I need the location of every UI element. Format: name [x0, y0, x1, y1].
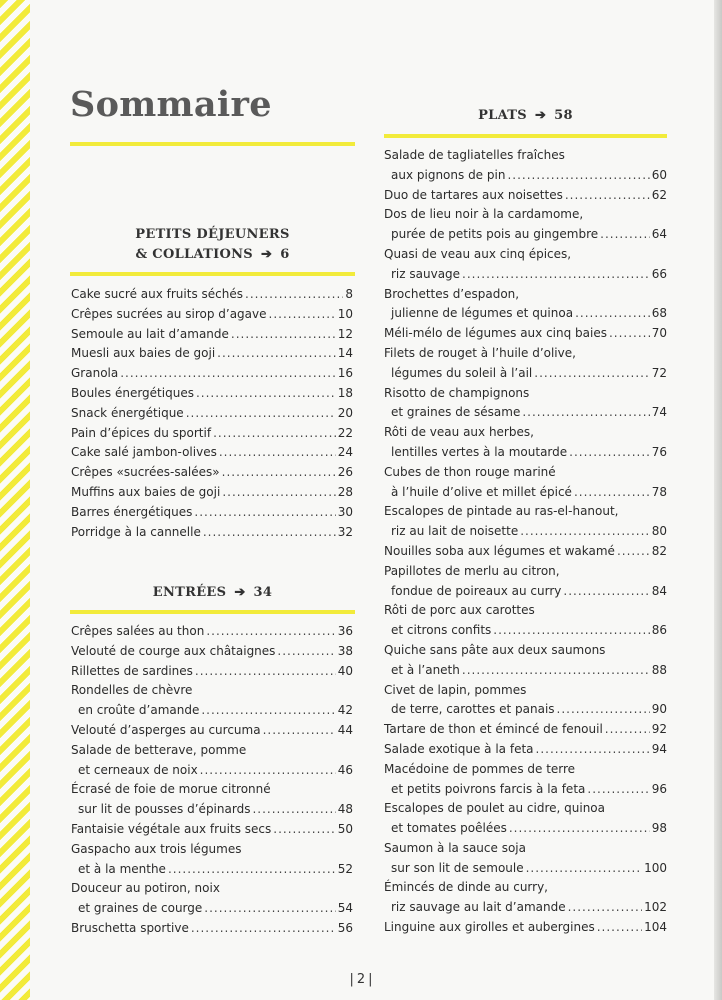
toc-entry-title-continued: à l’huile d’olive et millet épicé [391, 484, 572, 499]
toc-entry-page: 82 [651, 543, 667, 558]
toc-entry-title-continued: légumes du soleil à l’ail [391, 365, 533, 380]
toc-entry-page: 80 [651, 524, 667, 539]
dot-leader [186, 404, 336, 424]
toc-entry-page: 66 [651, 266, 667, 281]
toc-entry-title-continued: en croûte d’amande [78, 703, 200, 718]
toc-entry-page: 16 [337, 366, 353, 381]
toc-entry-page: 28 [337, 484, 353, 499]
toc-entry-page: 76 [651, 444, 667, 459]
page-edge-shadow [714, 0, 722, 1000]
toc-entry-page: 98 [651, 821, 667, 836]
toc-entry[interactable] [71, 483, 353, 503]
dot-leader [200, 761, 336, 781]
toc-entry-page: 32 [337, 524, 353, 539]
toc-entry-title-continued: sur son lit de semoule [391, 860, 524, 875]
toc-entry[interactable] [71, 424, 353, 444]
toc-entry[interactable] [71, 840, 353, 880]
toc-entry[interactable] [71, 384, 353, 404]
toc-entry-title-continued: et cerneaux de noix [78, 762, 198, 777]
toc-entry-page: 74 [651, 405, 667, 420]
toc-entry-title: Écrasé de foie de morue citronné [71, 782, 271, 797]
toc-entry-title: Gaspacho aux trois légumes [71, 841, 242, 856]
dot-leader [217, 344, 336, 364]
toc-entry[interactable] [384, 720, 667, 740]
toc-entry[interactable] [384, 681, 667, 721]
toc-entry-page: 30 [337, 504, 353, 519]
toc-entry-title: Snack énergétique [71, 405, 184, 420]
toc-entry[interactable] [384, 186, 667, 206]
toc-entry-page: 92 [651, 722, 667, 737]
dot-leader [269, 305, 336, 325]
dot-leader [201, 701, 335, 721]
toc-entry-page: 14 [337, 346, 353, 361]
toc-entry-title: Cake salé jambon-olives [71, 445, 217, 460]
toc-entry-page: 24 [337, 445, 353, 460]
toc-entry-page: 90 [651, 702, 667, 717]
toc-entry-page: 42 [337, 703, 353, 718]
toc-entry-title-continued: julienne de légumes et quinoa [391, 306, 574, 321]
toc-entry-title: Pain d’épices du sportif [71, 425, 212, 440]
toc-entry[interactable] [71, 404, 353, 424]
section-page-number: 6 [280, 247, 290, 262]
toc-entry[interactable] [71, 919, 353, 939]
dot-leader [526, 859, 642, 879]
dot-leader [277, 642, 335, 662]
heading-label: PLATS [478, 108, 527, 123]
toc-entry[interactable] [384, 146, 667, 186]
page-title: Sommaire [70, 84, 272, 125]
toc-entry-page: 94 [651, 741, 667, 756]
toc-entry-title-continued: et graines de courge [78, 901, 203, 916]
toc-entry-title: Velouté de courge aux châtaignes [71, 643, 276, 658]
toc-entry-page: 36 [337, 624, 353, 638]
dot-leader [536, 740, 650, 760]
dot-leader [191, 919, 336, 939]
section-rule-petits [70, 272, 355, 276]
toc-entry-title: Fantaisie végétale aux fruits secs [71, 821, 272, 836]
toc-entry-title-continued: fondue de poireaux au curry [391, 583, 562, 598]
section-page-number: 34 [253, 585, 273, 600]
toc-entry[interactable] [71, 681, 353, 721]
toc-entry-title: Rôti de veau aux herbes, [384, 425, 534, 440]
toc-entry-title: Boules énergétiques [71, 385, 194, 400]
toc-entry-title: Escalopes de pintade au ras-el-hanout, [384, 504, 619, 519]
toc-entry[interactable] [384, 918, 667, 938]
dot-leader [462, 661, 650, 681]
dot-leader [534, 364, 649, 384]
toc-entry[interactable] [384, 740, 667, 760]
toc-entry-title: Granola [71, 366, 119, 381]
toc-entry-page: 102 [644, 900, 667, 915]
toc-entry-page: 12 [337, 326, 353, 341]
title-underline [70, 142, 355, 146]
toc-entry-title: Bruschetta sportive [71, 920, 189, 935]
toc-entry-title-continued: riz sauvage au lait d’amande [391, 900, 566, 915]
toc-entry-title: Salade de betterave, pomme [71, 742, 247, 757]
toc-entry[interactable] [384, 285, 667, 325]
toc-entry-page: 78 [651, 484, 667, 499]
decorative-stripe [0, 0, 30, 1000]
toc-entry-title: Porridge à la cannelle [71, 524, 201, 539]
toc-entry-title-continued: et tomates poêlées [391, 821, 507, 836]
toc-entry-page: 62 [651, 187, 667, 202]
toc-entry-title: Muffins aux baies de goji [71, 484, 221, 499]
toc-entry-title-continued: lentilles vertes à la moutarde [391, 444, 568, 459]
toc-entry-title-continued: de terre, carottes et panais [391, 702, 555, 717]
toc-entry[interactable] [384, 760, 667, 800]
toc-entry-page: 52 [337, 861, 353, 876]
toc-entry-title: Crêpes «sucrées-salées» [71, 465, 220, 480]
toc-entry[interactable] [71, 325, 353, 345]
toc-entry[interactable] [71, 463, 353, 483]
toc-entry-title: Cubes de thon rouge mariné [384, 464, 556, 479]
toc-entry-page: 60 [651, 167, 667, 182]
toc-entry-title: Escalopes de poulet au cidre, quinoa [384, 801, 606, 816]
toc-entry-title-continued: riz sauvage [391, 266, 461, 281]
toc-entry-page: 20 [337, 405, 353, 420]
toc-entry[interactable] [384, 799, 667, 839]
dot-leader [462, 265, 650, 285]
section-heading-plats[interactable] [384, 106, 667, 126]
dot-leader [568, 898, 642, 918]
toc-entry-page: 96 [651, 781, 667, 796]
dot-leader [273, 820, 335, 840]
toc-entry[interactable] [384, 502, 667, 542]
toc-entry[interactable] [71, 285, 353, 305]
toc-entry[interactable] [384, 839, 667, 879]
toc-entry[interactable] [71, 879, 353, 919]
toc-entry-title-continued: sur lit de pousses d’épinards [78, 802, 251, 817]
section-rule-plats [384, 134, 667, 138]
toc-list-plats [384, 146, 667, 938]
dot-leader [587, 780, 649, 800]
toc-entry-title: Brochettes d’espadon, [384, 286, 520, 301]
heading-line1: PETITS DÉJEUNERS [135, 227, 290, 242]
toc-entry-page: 68 [651, 306, 667, 321]
toc-entry[interactable] [71, 721, 353, 741]
page-footer: | 2 | [349, 972, 373, 987]
toc-entry-title-continued: et graines de sésame [391, 405, 521, 420]
toc-entry[interactable] [71, 305, 353, 325]
toc-entry[interactable] [384, 205, 667, 245]
toc-entry[interactable] [71, 780, 353, 820]
toc-entry-page: 26 [337, 465, 353, 480]
toc-entry-title: Salade exotique à la feta [384, 741, 534, 756]
toc-entry-title-continued: riz au lait de noisette [391, 524, 519, 539]
toc-entry[interactable] [71, 622, 353, 642]
toc-entry-page: 48 [337, 802, 353, 817]
toc-entry-title: Risotto de champignons [384, 385, 530, 400]
dot-leader [120, 364, 335, 384]
toc-entry-page: 70 [651, 326, 667, 341]
dot-leader [569, 443, 650, 463]
toc-entry-title: Rondelles de chèvre [71, 683, 193, 698]
toc-entry[interactable] [384, 344, 667, 384]
dot-leader [222, 463, 336, 483]
toc-entry-title: Crêpes sucrées au sirop d’agave [71, 306, 267, 321]
dot-leader [557, 700, 650, 720]
toc-entry-title: Papillotes de merlu au citron, [384, 563, 560, 578]
toc-entry-page: 46 [337, 762, 353, 777]
dot-leader [196, 384, 336, 404]
page-number: 2 [356, 972, 366, 987]
toc-entry-title: Douceur au potiron, noix [71, 881, 220, 896]
toc-entry-title: Saumon à la sauce soja [384, 840, 526, 855]
toc-entry-page: 104 [644, 920, 667, 935]
arrow-right-icon: ➔ [534, 108, 547, 123]
dot-leader [493, 621, 649, 641]
dot-leader [574, 483, 650, 503]
toc-entry[interactable] [71, 820, 353, 840]
toc-entry-page: 40 [337, 663, 353, 678]
toc-entry-page: 18 [337, 385, 353, 400]
toc-entry[interactable] [384, 878, 667, 918]
dot-leader [245, 285, 343, 305]
toc-entry-page: 44 [337, 722, 353, 737]
toc-entry-title: Cake sucré aux fruits séchés [71, 287, 243, 301]
dot-leader [609, 324, 650, 344]
section-heading-petits-dejeuners[interactable] [70, 225, 355, 265]
toc-entry-title: Civet de lapin, pommes [384, 682, 527, 697]
toc-entry-title: Filets de rouget à l’huile d’olive, [384, 345, 576, 360]
toc-entry[interactable] [71, 344, 353, 364]
dot-leader [168, 860, 336, 880]
toc-entry-page: 50 [337, 821, 353, 836]
toc-entry[interactable] [71, 364, 353, 384]
toc-entry-page: 100 [644, 860, 667, 875]
dot-leader [507, 166, 649, 186]
dot-leader [252, 800, 335, 820]
toc-entry-title: Muesli aux baies de goji [71, 346, 216, 361]
toc-entry-title: Dos de lieu noir à la cardamome, [384, 207, 584, 222]
toc-entry-title: Émincés de dinde au curry, [384, 880, 548, 895]
toc-entry-title: Nouilles soba aux légumes et wakamé [384, 543, 615, 558]
toc-entry-title: Crêpes salées au thon [71, 624, 205, 638]
toc-entry-title: Tartare de thon et émincé de fenouil [384, 722, 603, 737]
toc-entry-page: 10 [337, 306, 353, 321]
toc-entry-title-continued: et à la menthe [78, 861, 166, 876]
toc-entry-page: 86 [651, 623, 667, 638]
dot-leader [222, 483, 335, 503]
toc-entry-title: Velouté d’asperges au curcuma [71, 722, 261, 737]
toc-entry-page: 54 [337, 901, 353, 916]
toc-list-entrees [71, 622, 353, 939]
toc-entry[interactable] [384, 384, 667, 424]
arrow-right-icon: ➔ [260, 247, 273, 262]
toc-entry[interactable] [384, 542, 667, 562]
dot-leader [263, 721, 336, 741]
dot-leader [206, 622, 335, 642]
toc-entry-title: Quasi de veau aux cinq épices, [384, 246, 572, 261]
dot-leader [617, 542, 650, 562]
toc-entry-page: 84 [651, 583, 667, 598]
toc-entry-page: 88 [651, 662, 667, 677]
toc-entry-title-continued: et citrons confits [391, 623, 492, 638]
dot-leader [522, 403, 649, 423]
dot-leader [600, 225, 650, 245]
section-rule-entrees [70, 610, 355, 614]
dot-leader [520, 522, 650, 542]
toc-entry-page: 56 [337, 920, 353, 935]
heading-label: ENTRÉES [152, 585, 227, 600]
toc-entry-page: 22 [337, 425, 353, 440]
toc-entry[interactable] [384, 423, 667, 463]
dot-leader [213, 424, 336, 444]
toc-entry-title: Semoule au lait d’amande [71, 326, 229, 341]
toc-entry[interactable] [71, 642, 353, 662]
toc-entry[interactable] [384, 463, 667, 503]
section-heading-entrees[interactable] [70, 583, 355, 603]
toc-entry-title-continued: aux pignons de pin [391, 167, 506, 182]
toc-entry[interactable] [71, 443, 353, 463]
dot-leader [563, 582, 649, 602]
heading-line2: & COLLATIONS [135, 247, 253, 262]
toc-entry-title-continued: et à l’aneth [391, 662, 460, 677]
dot-leader [194, 503, 335, 523]
toc-entry-title: Rillettes de sardines [71, 663, 193, 678]
toc-entry[interactable] [71, 662, 353, 682]
toc-entry-page: 8 [345, 287, 353, 301]
dot-leader [509, 819, 650, 839]
toc-entry-page: 72 [651, 365, 667, 380]
toc-entry-title: Linguine aux girolles et aubergines [384, 920, 595, 935]
toc-entry[interactable] [71, 523, 353, 543]
dot-leader [575, 304, 650, 324]
toc-entry-page: 64 [651, 227, 667, 242]
toc-entry-title: Macédoine de pommes de terre [384, 761, 576, 776]
toc-entry[interactable] [71, 741, 353, 781]
toc-entry-title: Rôti de porc aux carottes [384, 603, 535, 618]
toc-entry-title: Méli-mélo de légumes aux cinq baies [384, 326, 607, 341]
toc-entry-title: Barres énergétiques [71, 504, 193, 519]
toc-entry[interactable] [384, 601, 667, 641]
toc-entry-title: Salade de tagliatelles fraîches [384, 148, 565, 162]
toc-entry[interactable] [384, 641, 667, 681]
toc-entry-page: 38 [337, 643, 353, 658]
toc-entry-title: Duo de tartares aux noisettes [384, 187, 563, 202]
dot-leader [203, 523, 336, 543]
dot-leader [219, 443, 336, 463]
section-page-number: 58 [554, 108, 573, 123]
dot-leader [597, 918, 642, 938]
dot-leader [231, 325, 336, 345]
toc-entry-title: Quiche sans pâte aux deux saumons [384, 642, 606, 657]
toc-entry[interactable] [384, 562, 667, 602]
toc-entry-title-continued: purée de petits pois au gingembre [391, 227, 599, 242]
toc-entry[interactable] [384, 245, 667, 285]
dot-leader [195, 662, 336, 682]
dot-leader [605, 720, 650, 740]
dot-leader [565, 186, 650, 206]
toc-entry-title-continued: et petits poivrons farcis à la feta [391, 781, 586, 796]
toc-entry[interactable] [71, 503, 353, 523]
toc-entry[interactable] [384, 324, 667, 344]
arrow-right-icon: ➔ [234, 585, 246, 600]
toc-list-petits-dejeuners [71, 285, 353, 542]
dot-leader [204, 899, 335, 919]
